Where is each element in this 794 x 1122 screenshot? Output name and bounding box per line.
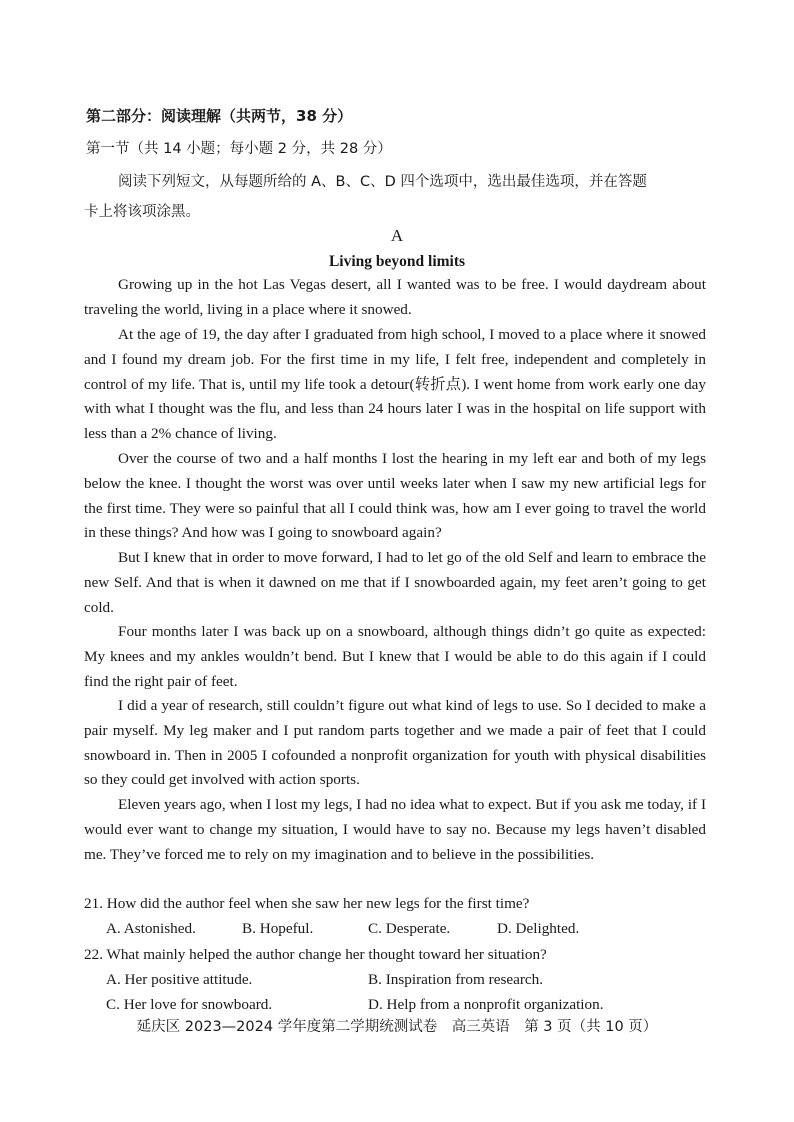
passage-letter: A <box>390 226 404 245</box>
paragraph-6: I did a year of research, still couldn’t figure out what kind of legs to use. So I decided to make a pair myself. My leg maker and I put random parts together and we made a pair of feet that I could snowboard in. Then in 2005 I cofounded a nonprofit organization for youth with physical disabilities so they could get involved with action sports. <box>84 697 706 789</box>
paragraph-7: Eleven years ago, when I lost my legs, I had no idea what to expect. But if you ask me today, if I would ever want to change my situation, I would have to say no. Because my legs haven’t disabled me. They’ve forced me to rely on my imagination and to believe in the possibilities. <box>84 796 706 863</box>
instructions-line-2: 卡上将该项涂黑。 <box>84 204 200 220</box>
question-22-option-c: C. Her love for snowboard. <box>106 996 273 1013</box>
instructions-line-1: 阅读下列短文，从每题所给的 A、B、C、D 四个选项中，选出最佳选项，并在答题 <box>118 174 647 190</box>
paragraph-3: Over the course of two and a half months I lost the hearing in my left ear and both of my legs below the knee. I thought the worst was over until weeks later when I saw my new artificial legs for the first time. They were so painful that all I could think was, how am I ever going to travel the world in these things? And how was I going to snowboard again? <box>84 450 706 542</box>
question-21-option-c: C. Desperate. <box>368 920 451 937</box>
question-21-stem: 21. How did the author feel when she saw her new legs for the first time? <box>84 895 530 912</box>
section-subtitle: 第一节（共 14 小题；每小题 2 分，共 28 分） <box>86 141 392 157</box>
page-footer: 延庆区 2023—2024 学年度第二学期统测试卷 高三英语 第 3 页（共 10 页） <box>136 1019 658 1035</box>
question-21-option-d: D. Delighted. <box>497 920 580 937</box>
paragraph-4: But I knew that in order to move forward, I had to let go of the old Self and learn to embrace the new Self. And that is when it dawned on me that if I snowboarded again, my feet aren’t going to get cold. <box>84 549 706 616</box>
question-22-stem: 22. What mainly helped the author change her thought toward her situation? <box>84 946 547 963</box>
question-21-option-a: A. Astonished. <box>106 920 196 937</box>
question-21-option-b: B. Hopeful. <box>242 920 314 937</box>
passage-title: Living beyond limits <box>328 253 466 270</box>
paragraph-2: At the age of 19, the day after I graduated from high school, I moved to a place where it snowed and I found my dream job. For the first time in my life, I felt free, independent and completely in control of my life. That is, until my life took a detour(转折点). I went home from work early one day with what I thought was the flu, and less than 24 hours later I was in the hospital on life support with less than a 2% chance of living. <box>84 326 706 443</box>
question-22-option-a: A. Her positive attitude. <box>106 971 253 988</box>
paragraph-1: Growing up in the hot Las Vegas desert, all I wanted was to be free. I would daydream about traveling the world, living in a place where it snowed. <box>84 276 706 318</box>
question-22-option-b: B. Inspiration from research. <box>368 971 544 988</box>
paragraph-5: Four months later I was back up on a snowboard, although things didn’t go quite as expected: My knees and my ankles wouldn’t bend. But I knew that I would be able to do this again if I could find the right pair of feet. <box>84 623 706 690</box>
question-22-option-d: D. Help from a nonprofit organization. <box>368 996 604 1013</box>
section-title: 第二部分：阅读理解（共两节，38 分） <box>86 107 353 125</box>
